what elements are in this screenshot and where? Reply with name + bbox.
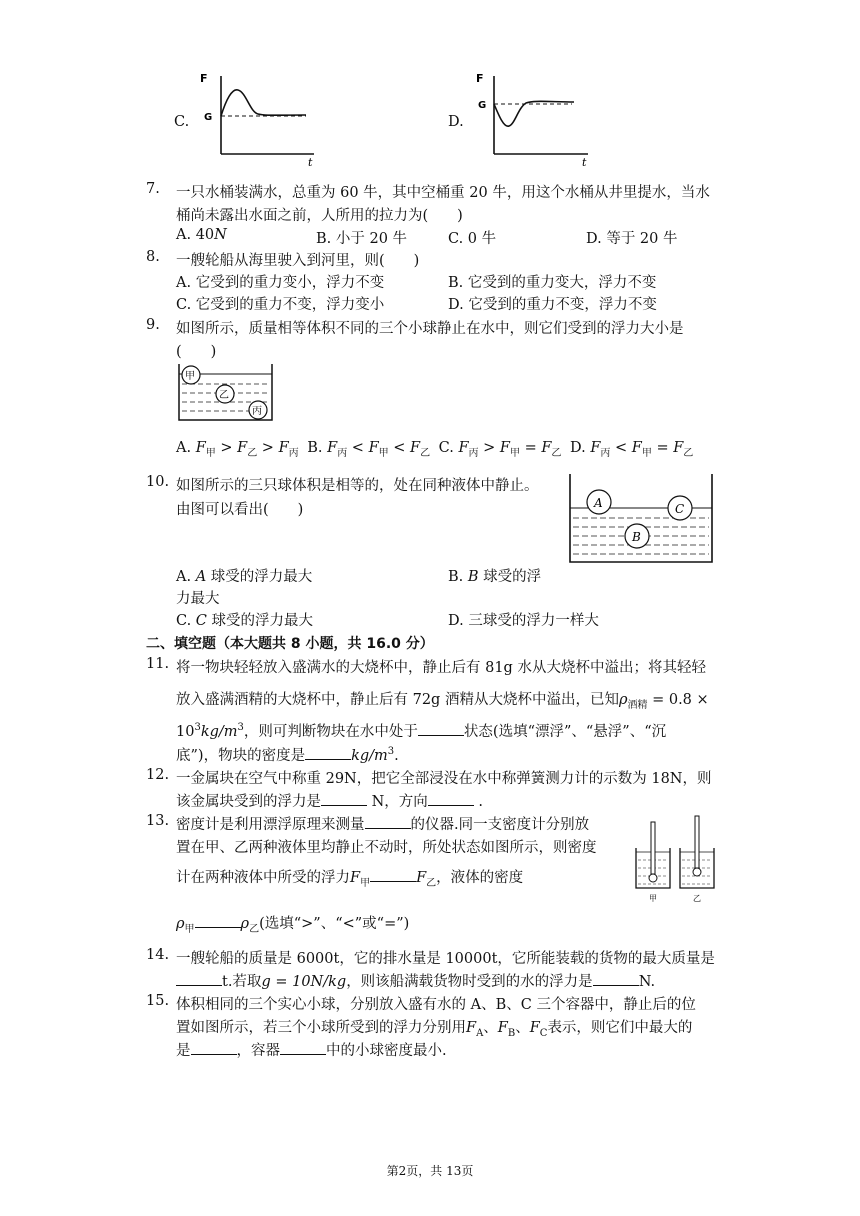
q10-option-a-wrap: 力最大 (176, 591, 220, 607)
q13-caption-yi: 乙 (693, 894, 701, 903)
q10-ball-a: A (594, 496, 603, 510)
q14-line2: t.若取g = 10N/kg，则该船满载货物时受到的水的浮力是 N. (176, 970, 655, 991)
q7-number: 7. (146, 181, 160, 197)
q13-number: 13. (146, 813, 170, 829)
q13-line4: $\rho_甲$ $\rho_乙$(选填“>”、“<”或“=”) (176, 912, 409, 935)
q8-option-c: C. 它受到的重力不变，浮力变小 (176, 297, 385, 313)
q11-blank-state[interactable] (418, 721, 464, 736)
q10-ball-b: B (632, 530, 641, 544)
q13-caption-jia: 甲 (649, 894, 657, 903)
q13-line3: 计在两种液体中所受的浮力$F_甲$ $F_乙$，液体的密度 (176, 866, 523, 889)
q6-option-c-label: C. (174, 114, 190, 130)
q9-option-b: B. $F_丙 < F_甲 < F_乙$ (307, 440, 431, 459)
q15-blank-max-force[interactable] (191, 1040, 237, 1055)
q9-stem-line2: ( ) (176, 344, 217, 360)
q14-blank-buoyancy[interactable] (593, 971, 639, 986)
q6-d-axis-f: F (476, 72, 484, 85)
q15-line1: 体积相同的三个实心小球，分别放入盛有水的 A、B、C 三个容器中，静止后的位 (176, 997, 696, 1013)
q12-line2: 该金属块受到的浮力是 N，方向 . (176, 790, 483, 811)
q13-line1: 密度计是利用漂浮原理来测量 的仪器.同一支密度计分别放 (176, 813, 589, 834)
q11-number: 11. (146, 656, 170, 672)
q6-graph-c (196, 70, 320, 166)
q9-ball-yi: 乙 (219, 390, 229, 401)
q13-figure-hydrometers (630, 814, 720, 904)
q11-line1: 将一物块轻轻放入盛满水的大烧杯中，静止后有 81g 水从大烧杯中溢出；将其轻轻 (176, 660, 706, 676)
q6-d-axis-t: t (582, 156, 587, 166)
q10-stem-line1: 如图所示的三只球体积是相等的，处在同种液体中静止。 (176, 478, 539, 494)
q6-c-axis-f: F (200, 72, 208, 85)
q7-option-d: D. 等于 20 牛 (586, 231, 678, 247)
page-footer: 第2页，共 13页 (386, 1164, 474, 1178)
q11-blank-density[interactable] (305, 745, 351, 760)
q10-figure-container (566, 470, 716, 566)
q13-blank-quantity[interactable] (365, 814, 411, 829)
q11-line4: 底”)，物块的密度是 $kg/m^3$. (176, 746, 399, 764)
q14-line1: 一艘轮船的质量是 6000t，它的排水量是 10000t，它所能装载的货物的最大质量是 (176, 951, 715, 967)
q7-option-c: C. 0 牛 (448, 231, 497, 247)
q7-option-a: A. 40N (176, 227, 227, 243)
q13-blank-force[interactable] (370, 867, 416, 882)
q7-option-b: B. 小于 20 牛 (316, 231, 408, 247)
q10-option-c: C. C 球受的浮力最大 (176, 613, 314, 629)
q7-stem-line1: 一只水桶装满水，总重为 60 牛，其中空桶重 20 牛，用这个水桶从井里提水，当水 (176, 185, 710, 201)
q12-line1: 一金属块在空气中称重 29N，把它全部浸没在水中称弹簧测力计的示数为 18N，则 (176, 771, 712, 787)
q9-stem-line1: 如图所示，质量相等体积不同的三个小球静止在水中，则它们受到的浮力大小是 (176, 321, 684, 337)
q10-option-b: B. B 球受的浮 (448, 569, 542, 585)
q15-number: 15. (146, 993, 170, 1009)
q9-ball-jia: 甲 (185, 371, 195, 382)
q10-option-d: D. 三球受的浮力一样大 (448, 613, 599, 629)
q6-c-axis-g: G (204, 112, 213, 123)
q8-number: 8. (146, 249, 160, 265)
q12-blank-direction[interactable] (428, 791, 474, 806)
q6-d-axis-g: G (478, 100, 487, 111)
q10-stem-line2: 由图可以看出( ) (176, 502, 304, 518)
q9-option-a: A. $F_甲 > F_乙 > F_丙$ (176, 440, 299, 459)
q8-stem: 一艘轮船从海里驶入到河里，则( ) (176, 253, 420, 269)
q14-number: 14. (146, 947, 170, 963)
q9-options-row (176, 440, 693, 459)
q8-option-a: A. 它受到的重力变小，浮力不变 (176, 275, 385, 291)
q6-c-axis-t: t (308, 156, 313, 166)
q9-option-c: C. $F_丙 > F_甲 = F_乙$ (438, 440, 562, 459)
q11-line2: 放入盛满酒精的大烧杯中，静止后有 72g 酒精从大烧杯中溢出，已知$\rho_{酒精} = 0.8$ × (176, 692, 709, 711)
q7-stem-line2: 桶尚未露出水面之前，人所用的拉力为( ) (176, 208, 463, 224)
q14-blank-mass[interactable] (176, 971, 222, 986)
q12-number: 12. (146, 767, 170, 783)
q6-option-d-label: D. (448, 114, 464, 130)
q10-option-a: A. A 球受的浮力最大 (176, 569, 313, 585)
q13-line2: 置在甲、乙两种液体里均静止不动时，所处状态如图所示，则密度 (176, 840, 597, 856)
q13-blank-density[interactable] (195, 913, 241, 928)
q8-option-b: B. 它受到的重力变大，浮力不变 (448, 275, 657, 291)
q9-option-d: D. $F_丙 < F_甲 = F_乙$ (570, 440, 694, 459)
q6-graph-d (472, 70, 596, 166)
q10-ball-c: C (675, 502, 685, 516)
q12-blank-buoyancy[interactable] (321, 791, 367, 806)
q15-blank-container[interactable] (280, 1040, 326, 1055)
q10-number: 10. (146, 474, 170, 490)
section-title-fill-blank: 二、填空题（本大题共 8 小题，共 16.0 分） (146, 636, 434, 652)
q15-line3: 是 ，容器 中的小球密度最小. (176, 1039, 447, 1060)
q9-figure-container (176, 360, 276, 424)
q15-line2: 置如图所示，若三个小球所受到的浮力分别用$F_A$、$F_B$、$F_C$表示，则它们中最大的 (176, 1020, 693, 1039)
q11-line3: $10^3kg/m^3$，则可判断物块在水中处于 状态(选填“漂浮”、“悬浮”、“沉 (176, 722, 667, 740)
q9-number: 9. (146, 317, 160, 333)
q9-ball-bing: 丙 (252, 406, 262, 417)
q8-option-d: D. 它受到的重力不变，浮力不变 (448, 297, 657, 313)
